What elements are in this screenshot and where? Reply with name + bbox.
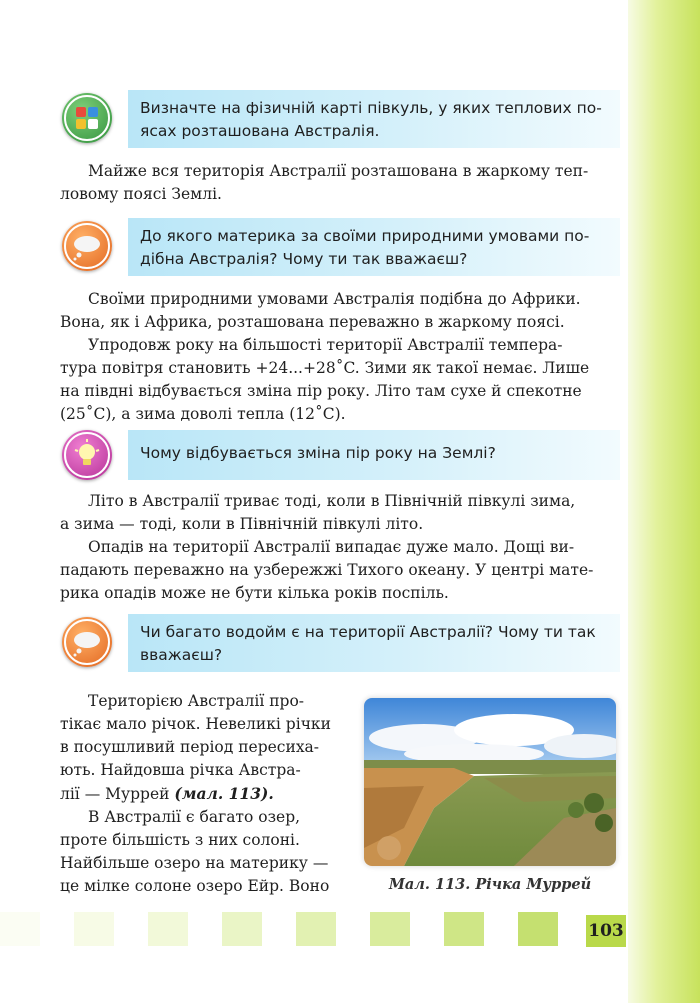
question-block-2 bbox=[60, 218, 620, 276]
puzzle-icon bbox=[62, 93, 112, 143]
figure-reference: (мал. 113). bbox=[174, 784, 274, 803]
answer-paragraph: В Австралії є багато озер, проте більшість з них солоні. Найбільше озеро на материку — це мілке солоне озеро Ейр. Воно bbox=[60, 808, 330, 895]
page-number: 103 bbox=[586, 915, 626, 947]
answer-1 bbox=[60, 160, 620, 206]
decor-square bbox=[148, 912, 188, 946]
question-text: Чому відбувається зміна пір року на Землі? bbox=[140, 444, 496, 462]
thought-bubble-icon bbox=[62, 617, 112, 667]
figure-caption: Мал. 113. Річка Муррей bbox=[388, 876, 592, 893]
lightbulb-icon bbox=[62, 430, 112, 480]
decor-square bbox=[0, 912, 40, 946]
answer-4 bbox=[60, 690, 350, 898]
murray-river-photo bbox=[364, 698, 616, 866]
answer-paragraph: Опадів на території Австралії випадає дуже мало. Дощі ви- падають переважно на узбережжі Тихого океану. У центрі мате- рика опадів може не бути кілька років поспіль. bbox=[60, 538, 594, 602]
answer-paragraph: Літо в Австралії триває тоді, коли в Північній півкулі зима, а зима — тоді, коли в Північній півкулі літо. bbox=[60, 492, 576, 533]
decor-square bbox=[74, 912, 114, 946]
question-block-3 bbox=[60, 430, 620, 480]
decor-square bbox=[518, 912, 558, 946]
decor-square bbox=[444, 912, 484, 946]
answer-paragraph: Своїми природними умовами Австралія подібна до Африки. Вона, як і Африка, розташована переважно в жаркому поясі. bbox=[60, 290, 581, 331]
question-text: Чи багато водойм є на території Австралії? Чому ти так вважаєш? bbox=[140, 623, 596, 664]
question-text: До якого материка за своїми природними умовами по- дібна Австралія? Чому ти так вважаєш? bbox=[140, 227, 590, 268]
question-text: Визначте на фізичній карті півкуль, у яких теплових по- ясах розташована Австралія. bbox=[140, 99, 602, 140]
answer-paragraph: Майже вся територія Австралії розташована в жаркому теп- ловому поясі Землі. bbox=[60, 162, 589, 203]
answer-text: Територією Австралії про- тікає мало річок. Невеликі річки в посушливий період пересиха- ють. Найдовша річка Австра- лії — Муррей bbox=[60, 692, 331, 803]
answer-paragraph: Упродовж року на більшості території Австралії темпера- тура повітря становить +24...+28˚C. Зими як такої немає. Лише на півдні відбувається зміна пір року. Літо там сухе й спекотне (25˚C), а зима доволі тепла (12˚C). bbox=[60, 336, 590, 423]
thought-bubble-icon bbox=[62, 221, 112, 271]
decor-square bbox=[222, 912, 262, 946]
side-decor-band bbox=[628, 0, 700, 1003]
answer-2 bbox=[60, 288, 620, 426]
question-block-1 bbox=[60, 90, 620, 148]
decor-square bbox=[370, 912, 410, 946]
answer-paragraph bbox=[60, 690, 350, 806]
question-block-4 bbox=[60, 614, 620, 672]
answer-3 bbox=[60, 490, 620, 605]
decor-square bbox=[296, 912, 336, 946]
